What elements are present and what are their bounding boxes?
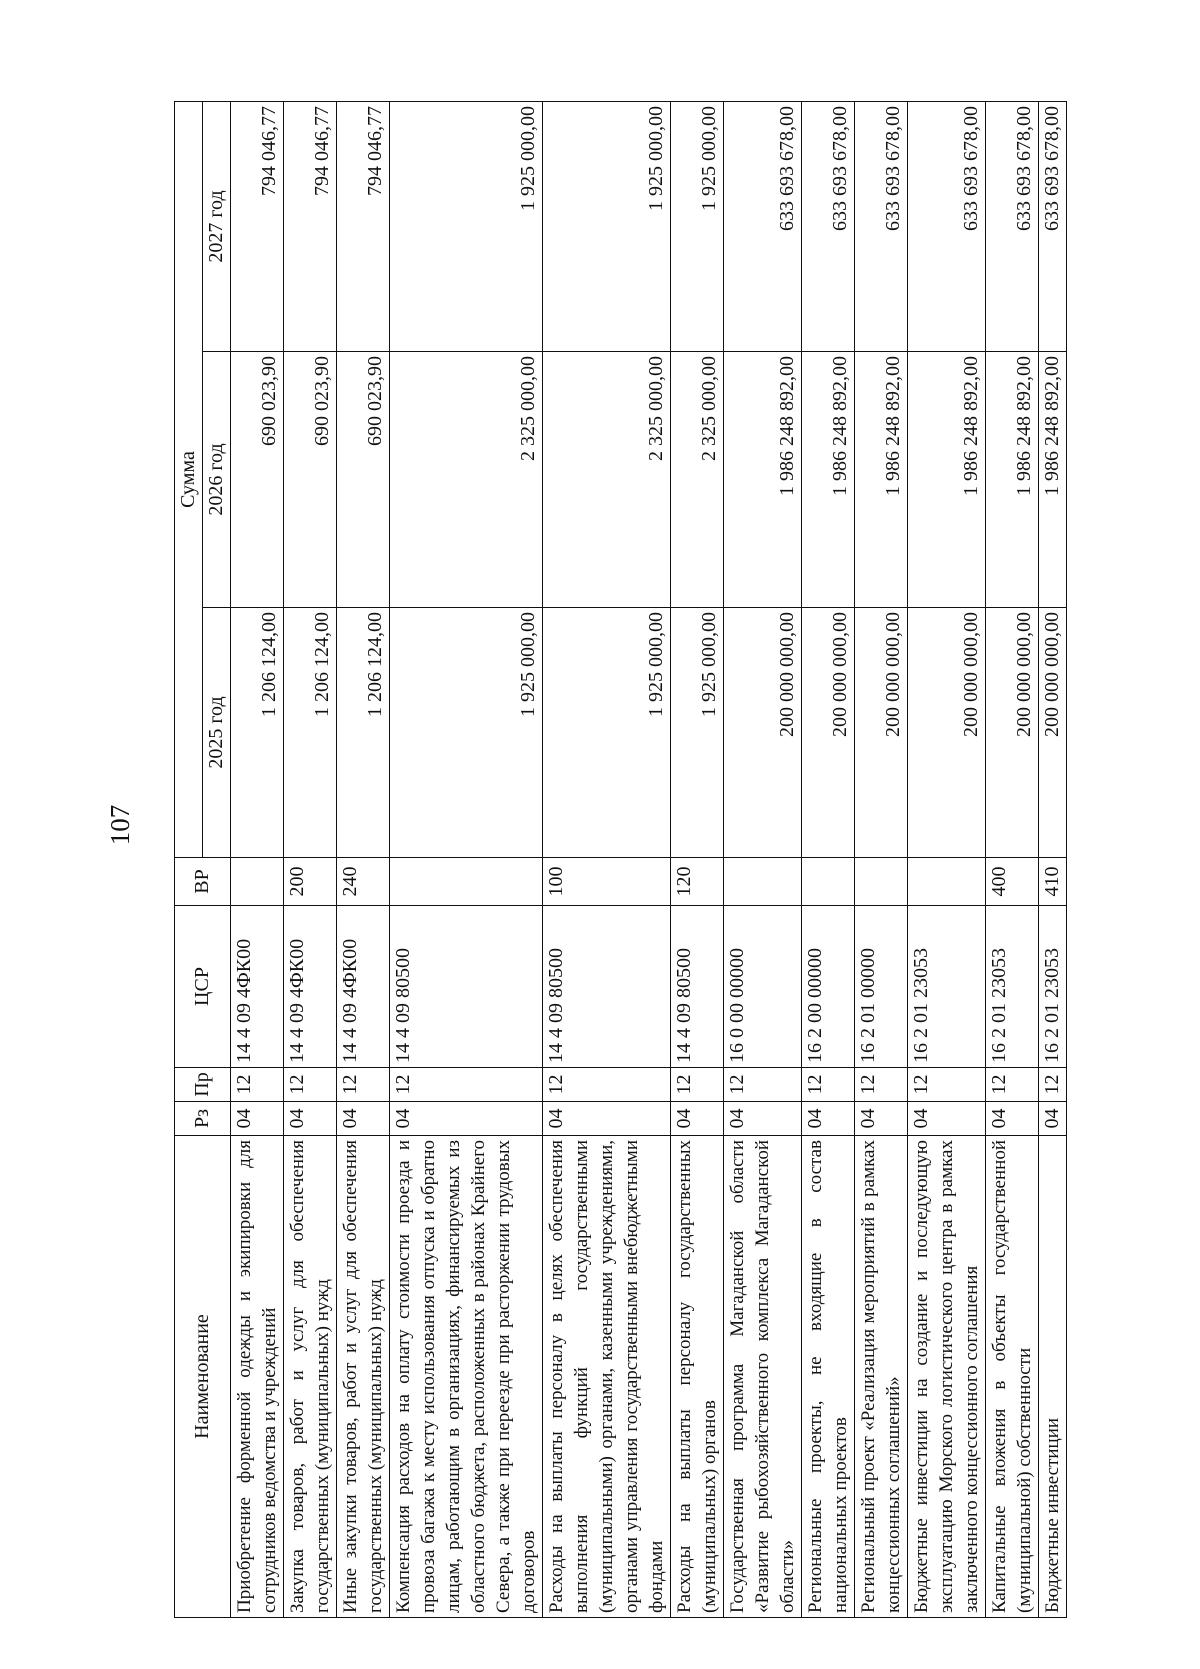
cell-csr: 16 2 01 23053 [986,906,1039,1068]
cell-vr [802,858,855,906]
cell-2027: 794 046,77 [231,101,284,351]
cell-vr: 200 [284,858,337,906]
table-row [390,101,543,1617]
header-2027: 2027 год [203,101,231,351]
cell-2026: 690 023,90 [284,352,337,608]
cell-csr: 16 0 00 00000 [724,906,802,1068]
table-row [802,101,855,1617]
cell-2025: 1 206 124,00 [284,608,337,858]
header-vr: ВР [175,858,231,906]
cell-name: Компенсация расходов на оплату стоимости проезда и провоза багажа к месту использования отпуска и обратно лицам, работающим в организациях, финансируемых из областного бюджета, расположенных в районах Крайнего Севера, а также при переезде при расторжении трудовых договоров [390,1136,543,1618]
cell-pr: 12 [855,1068,908,1102]
cell-name: Бюджетные инвестиции на создание и последующую эксплуатацию Морского логистического центра в рамках заключенного концессионного соглашения [908,1136,986,1618]
table-row [724,101,802,1617]
cell-2026: 690 023,90 [231,352,284,608]
cell-rz: 04 [986,1102,1039,1136]
cell-2027: 633 693 678,00 [802,101,855,351]
cell-2026: 2 325 000,00 [671,352,724,608]
cell-2025: 1 206 124,00 [337,608,390,858]
table-row [671,101,724,1617]
cell-rz: 04 [543,1102,671,1136]
cell-rz: 04 [671,1102,724,1136]
cell-rz: 04 [1039,1102,1067,1136]
cell-rz: 04 [855,1102,908,1136]
cell-name: Расходы на выплаты персоналу государственных (муниципальных) органов [671,1136,724,1618]
cell-pr: 12 [724,1068,802,1102]
cell-csr: 14 4 09 80500 [390,906,543,1068]
cell-2027: 1 925 000,00 [390,101,543,351]
cell-pr: 12 [671,1068,724,1102]
cell-rz: 04 [724,1102,802,1136]
cell-2027: 1 925 000,00 [543,101,671,351]
cell-pr: 12 [390,1068,543,1102]
cell-2026: 1 986 248 892,00 [802,352,855,608]
cell-2026: 1 986 248 892,00 [986,352,1039,608]
cell-pr: 12 [337,1068,390,1102]
cell-2026: 2 325 000,00 [543,352,671,608]
cell-csr: 16 2 01 00000 [855,906,908,1068]
table-header [175,101,231,1617]
cell-2027: 794 046,77 [284,101,337,351]
cell-pr: 12 [908,1068,986,1102]
cell-pr: 12 [284,1068,337,1102]
cell-vr: 410 [1039,858,1067,906]
cell-2027: 794 046,77 [337,101,390,351]
table-row [284,101,337,1617]
cell-2026: 1 986 248 892,00 [724,352,802,608]
cell-csr: 14 4 09 4ФК00 [337,906,390,1068]
cell-pr: 12 [1039,1068,1067,1102]
cell-2026: 690 023,90 [337,352,390,608]
cell-2027: 633 693 678,00 [986,101,1039,351]
cell-2027: 633 693 678,00 [908,101,986,351]
cell-2025: 1 206 124,00 [231,608,284,858]
cell-csr: 16 2 01 23053 [1039,906,1067,1068]
cell-vr [724,858,802,906]
table-row [908,101,986,1617]
table-row [1039,101,1067,1617]
rotated-table-wrapper [174,102,1063,1618]
cell-2025: 1 925 000,00 [543,608,671,858]
cell-2026: 2 325 000,00 [390,352,543,608]
cell-2027: 1 925 000,00 [671,101,724,351]
table-row [337,101,390,1617]
cell-pr: 12 [231,1068,284,1102]
cell-vr [390,858,543,906]
cell-2025: 200 000 000,00 [802,608,855,858]
cell-name: Региональный проект «Реализация мероприятий в рамках концессионных соглашений» [855,1136,908,1618]
cell-vr: 120 [671,858,724,906]
cell-vr [855,858,908,906]
cell-2025: 200 000 000,00 [986,608,1039,858]
cell-2025: 200 000 000,00 [724,608,802,858]
cell-pr: 12 [543,1068,671,1102]
cell-2025: 200 000 000,00 [855,608,908,858]
cell-name: Приобретение форменной одежды и экипировки для сотрудников ведомства и учреждений [231,1136,284,1618]
cell-rz: 04 [802,1102,855,1136]
header-rz: Рз [175,1102,231,1136]
cell-2025: 1 925 000,00 [671,608,724,858]
header-csr: ЦСР [175,906,231,1068]
cell-rz: 04 [284,1102,337,1136]
cell-2027: 633 693 678,00 [1039,101,1067,351]
cell-csr: 16 2 00 00000 [802,906,855,1068]
cell-pr: 12 [802,1068,855,1102]
budget-table [174,101,1067,1618]
table-body [231,101,1067,1617]
cell-name: Капитальные вложения в объекты государственной (муниципальной) собственности [986,1136,1039,1618]
cell-name: Расходы на выплаты персоналу в целях обеспечения выполнения функций государственными (муниципальными) органами, казенными учреждениями, органами управления государственными внебюджетными фондами [543,1136,671,1618]
cell-name: Региональные проекты, не входящие в состав национальных проектов [802,1136,855,1618]
cell-2026: 1 986 248 892,00 [908,352,986,608]
header-2025: 2025 год [203,608,231,858]
table-row [543,101,671,1617]
table-row [231,101,284,1617]
cell-rz: 04 [231,1102,284,1136]
cell-2027: 633 693 678,00 [724,101,802,351]
cell-csr: 14 4 09 4ФК00 [231,906,284,1068]
cell-2027: 633 693 678,00 [855,101,908,351]
cell-csr: 16 2 01 23053 [908,906,986,1068]
cell-rz: 04 [908,1102,986,1136]
table-row [986,101,1039,1617]
cell-name: Бюджетные инвестиции [1039,1136,1067,1618]
cell-2025: 200 000 000,00 [1039,608,1067,858]
cell-name: Закупка товаров, работ и услуг для обеспечения государственных (муниципальных) нужд [284,1136,337,1618]
cell-pr: 12 [986,1068,1039,1102]
cell-name: Государственная программа Магаданской области «Развитие рыбохозяйственного комплекса Магаданской области» [724,1136,802,1618]
cell-2026: 1 986 248 892,00 [855,352,908,608]
cell-2025: 1 925 000,00 [390,608,543,858]
cell-vr: 400 [986,858,1039,906]
page-number: 107 [105,804,135,846]
header-pr: Пр [175,1068,231,1102]
cell-csr: 14 4 09 4ФК00 [284,906,337,1068]
header-sum: Сумма [175,101,203,857]
header-name: Наименование [175,1136,231,1618]
header-2026: 2026 год [203,352,231,608]
cell-csr: 14 4 09 80500 [671,906,724,1068]
cell-2025: 200 000 000,00 [908,608,986,858]
cell-rz: 04 [390,1102,543,1136]
cell-2026: 1 986 248 892,00 [1039,352,1067,608]
cell-vr [908,858,986,906]
table-row [855,101,908,1617]
cell-csr: 14 4 09 80500 [543,906,671,1068]
cell-name: Иные закупки товаров, работ и услуг для обеспечения государственных (муниципальных) нужд [337,1136,390,1618]
cell-vr: 240 [337,858,390,906]
cell-vr: 100 [543,858,671,906]
cell-vr [231,858,284,906]
cell-rz: 04 [337,1102,390,1136]
